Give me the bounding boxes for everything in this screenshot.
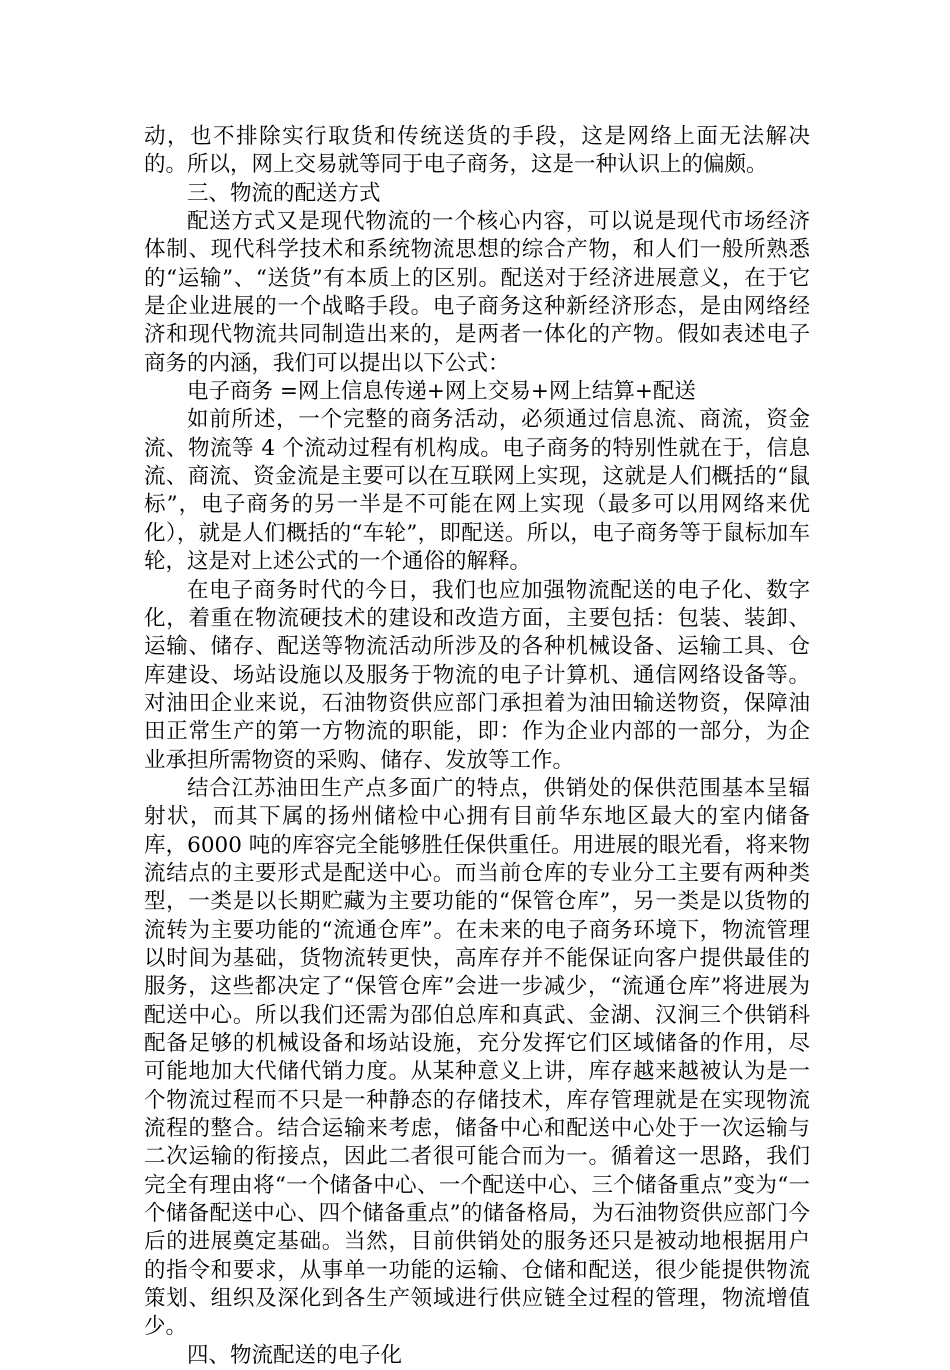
paragraph-four-flows: 如前所述，一个完整的商务活动，必须通过信息流、商流，资金流、物流等 4 个流动过程有机构成。电子商务的特别性就在于，信息流、商流、资金流是主要可以在互联网上实现，这就是人们概括的“鼠标”，电子商务的另一半是不可能在网上实现（最多可以用网络来优化），就是人们概括的“车轮”，即配送。所以，电子商务等于鼠标加车轮，这是对上述公式的一个通俗的解释。 <box>144 407 810 575</box>
paragraph-continuation: 动，也不排除实行取货和传统送货的手段，这是网络上面无法解决的。所以，网上交易就等同于电子商务，这是一种认识上的偏颇。 <box>144 124 810 178</box>
formula-line: 电子商务 =网上信息传递+网上交易+网上结算+配送 <box>187 379 696 405</box>
paragraph-delivery-method: 配送方式又是现代物流的一个核心内容，可以说是现代市场经济体制、现代科学技术和系统物流思想的综合产物，和人们一般所熟悉的“运输”、“送货”有本质上的区别。配送对于经济进展意义，在于它是企业进展的一个战略手段。电子商务这种新经济形态，是由网络经济和现代物流共同制造出来的，是两者一体化的产物。假如表述电子商务的内涵，我们可以提出以下公式： <box>144 209 810 376</box>
paragraph-digitization: 在电子商务时代的今日，我们也应加强物流配送的电子化、数字化，着重在物流硬技术的建设和改造方面，主要包括：包装、装卸、运输、储存、配送等物流活动所涉及的各种机械设备、运输工具、仓库建设、场站设施以及服务于物流的电子计算机、通信网络设备等。对油田企业来说，石油物资供应部门承担着为油田输送物资，保障油田正常生产的第一方物流的职能，即：作为企业内部的一部分，为企业承担所需物资的采购、储存、发放等工作。 <box>144 577 810 773</box>
section-heading-4: 四、物流配送的电子化 <box>187 1342 403 1368</box>
section-heading-3: 三、物流的配送方式 <box>187 180 381 206</box>
paragraph-jiangsu-oilfield: 结合江苏油田生产点多面广的特点，供销处的保供范围基本呈辐射状，而其下属的扬州储检中心拥有目前华东地区最大的室内储备库，6000 吨的库容完全能够胜任保供重任。用进展的眼光看，将来物流结点的主要形式是配送中心。而当前仓库的专业分工主要有两种类型，一类是以长期贮藏为主要功能的“保管仓库”，另一类是以货物的流转为主要功能的“流通仓库”。在未来的电子商务环境下，物流管理以时间为基础，货物流转更快，高库存并不能保证向客户提供最佳的服务，这些都决定了“保管仓库”会进一步减少，“流通仓库”将进展为配送中心。所以我们还需为邵伯总库和真武、金湖、汉涧三个供销科配备足够的机械设备和场站设施，充分发挥它们区域储备的作用，尽可能地加大代储代销力度。从某种意义上讲，库存越来越被认为是一个物流过程而不只是一种静态的存储技术，库存管理就是在实现物流流程的整合。结合运输来考虑，储备中心和配送中心处于一次运输与二次运输的衔接点，因此二者很可能合而为一。循着这一思路，我们完全有理由将“一个储备中心、一个配送中心、三个储备重点”变为“一个储备配送中心、四个储备重点”的储备格局，为石油物资供应部门今后的进展奠定基础。当然，目前供销处的服务还只是被动地根据用户的指令和要求，从事单一功能的运输、仓储和配送，很少能提供物流策划、组织及深化到各生产领域进行供应链全过程的管理，物流增值少。 <box>144 775 810 1340</box>
document-page <box>144 123 810 1370</box>
